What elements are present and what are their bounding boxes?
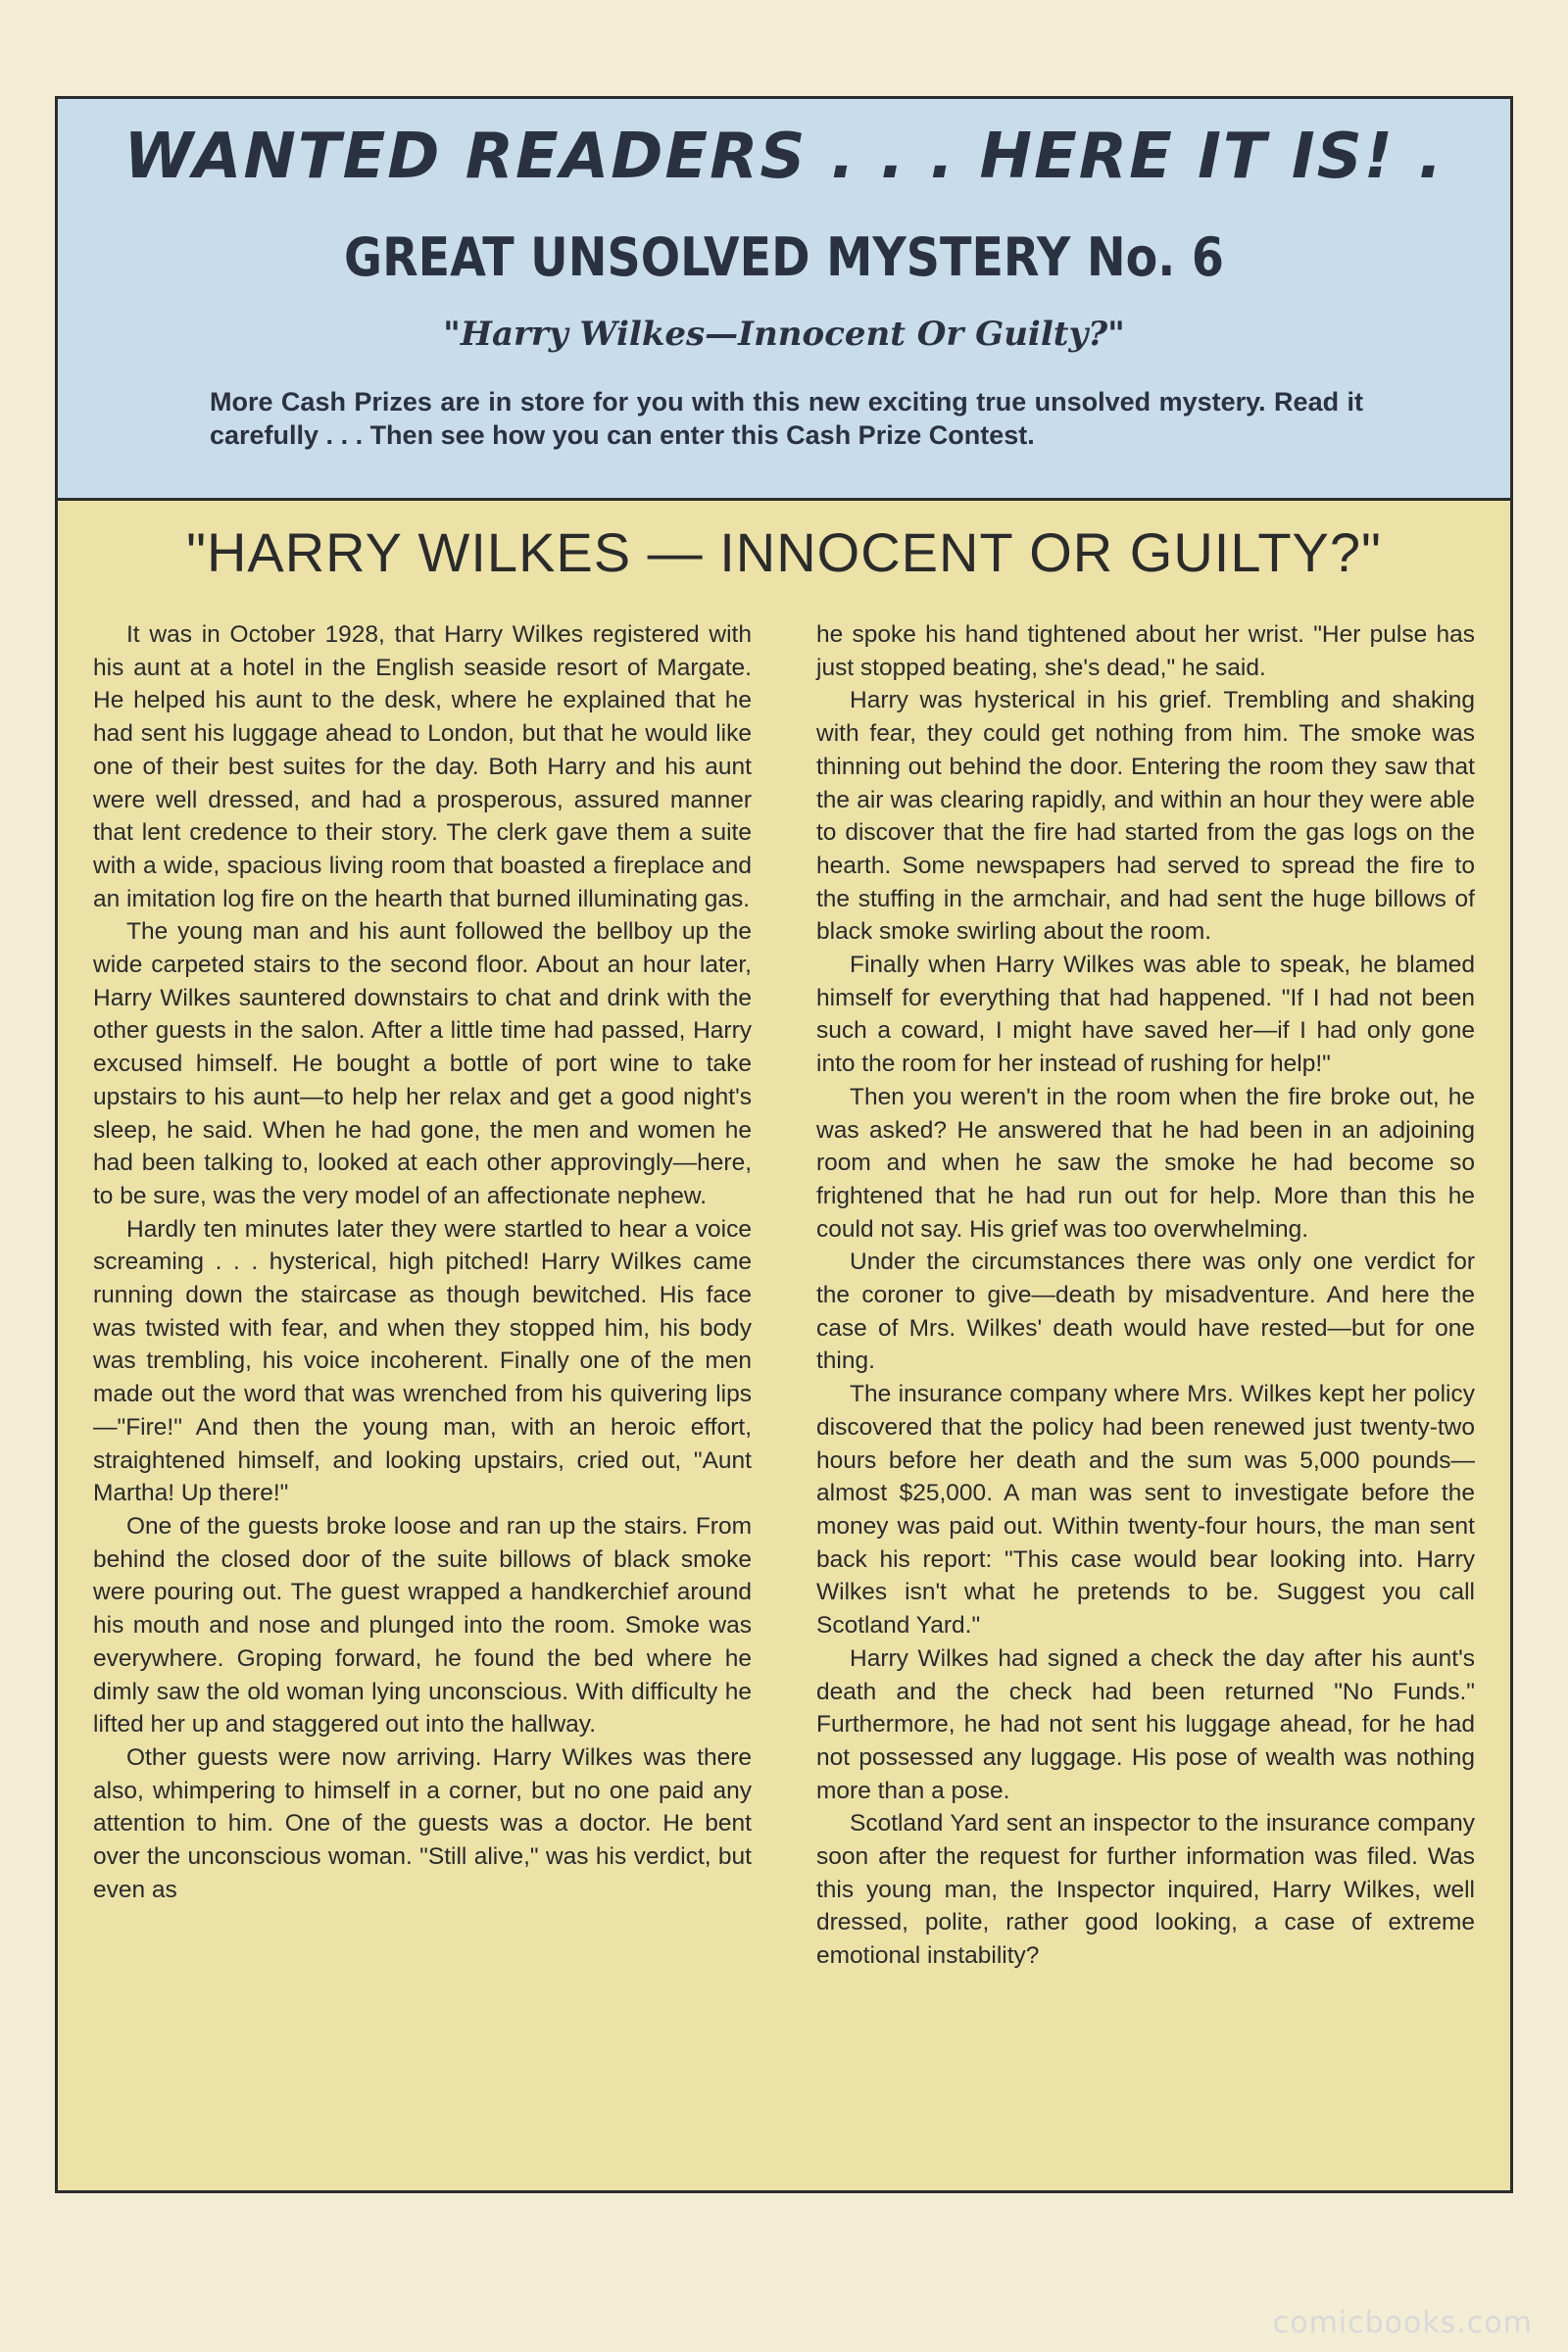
paragraph: It was in October 1928, that Harry Wilkes registered with his aunt at a hotel in the English seaside resort of Margate. He helped his aunt to the desk, where he explained that he had sent his luggage ahead to London, but that he would like one of their best suites for the day. Both Harry and his aunt were well dressed, and had a prosperous, assured manner that lent credence to their story. The clerk gave them a suite with a wide, spacious living room that boasted a fireplace and an imitation log fire on the hearth that burned illuminating gas.: [93, 621, 752, 912]
article-title: "HARRY WILKES — INNOCENT OR GUILTY?": [186, 521, 1382, 583]
contest-intro: More Cash Prizes are in store for you with this new exciting true unsolved mystery. Read it carefully . . . Then see how you can enter this Cash Prize Contest.: [210, 387, 1363, 450]
paragraph: Then you weren't in the room when the fire broke out, he was asked? He answered that he had been in an adjoining room and when he saw the smoke he had become so frightened that he had run out for help. More than this he could not say. His grief was too overwhelming.: [816, 1083, 1475, 1243]
left-column: [93, 618, 752, 2167]
paragraph: Harry was hysterical in his grief. Trembling and shaking with fear, they could get nothing from him. The smoke was thinning out behind the door. Entering the room they saw that the air was clearing rapidly, and within an hour they were able to discover that the fire had started from the gas logs on the hearth. Some newspapers had served to spread the fire to the stuffing in the armchair, and had sent the huge billows of black smoke swirling about the room.: [816, 687, 1475, 946]
paragraph: Harry Wilkes had signed a check the day after his aunt's death and the check had been returned "No Funds." Furthermore, he had not sent his luggage ahead, for he had not possessed any luggage. His pose of wealth was nothing more than a pose.: [816, 1644, 1475, 1804]
paragraph: Other guests were now arriving. Harry Wilkes was there also, whimpering to himself in a corner, but no one paid any attention to him. One of the guests was a doctor. He bent over the unconscious woman. "Still alive," was his verdict, but even as: [93, 1743, 752, 1903]
paragraph: Scotland Yard sent an inspector to the insurance company soon after the request for further information was filed. Was this young man, the Inspector inquired, Harry Wilkes, well dressed, polite, rather good looking, a case of extreme emotional instability?: [816, 1810, 1475, 1970]
header-box: [58, 99, 1510, 501]
paragraph: Hardly ten minutes later they were startled to hear a voice screaming . . . hysterical, high pitched! Harry Wilkes came running down the staircase as though bewitched. His face was twisted with fear, and when they stopped him, his body was trembling, his voice incoherent. Finally one of the men made out the word that was wrenched from his quivering lips—"Fire!" And then the young man, with an heroic effort, straightened himself, and looking upstairs, cried out, "Aunt Martha! Up there!": [93, 1215, 752, 1507]
mystery-subtitle: "Harry Wilkes—Innocent Or Guilty?": [443, 315, 1125, 354]
paragraph: One of the guests broke loose and ran up the stairs. From behind the closed door of the suite billows of black smoke were pouring out. The guest wrapped a handkerchief around his mouth and nose and plunged into the room. Smoke was everywhere. Groping forward, he found the bed where he dimly saw the old woman lying unconscious. With difficulty he lifted her up and staggered out into the hallway.: [93, 1512, 752, 1739]
mystery-title: GREAT UNSOLVED MYSTERY No. 6: [344, 226, 1224, 288]
paragraph: The insurance company where Mrs. Wilkes kept her policy discovered that the policy had been renewed just twenty-two hours before her death and the sum was 5,000 pounds—almost $25,000. A man was sent to investigate before the money was paid out. Within twenty-four hours, the man sent back his report: "This case would bear looking into. Harry Wilkes isn't what he pretends to be. Suggest you call Scotland Yard.": [816, 1381, 1475, 1640]
page-frame: [55, 96, 1513, 2193]
paragraph-continued: he spoke his hand tightened about her wrist. "Her pulse has just stopped beating, she's dead," he said.: [816, 621, 1475, 681]
article: [58, 501, 1510, 2190]
right-column: [816, 618, 1475, 2167]
paragraph: The young man and his aunt followed the bellboy up the wide carpeted stairs to the second floor. About an hour later, Harry Wilkes sauntered downstairs to chat and drink with the other guests in the salon. After a little time had passed, Harry excused himself. He bought a bottle of port wine to take upstairs to his aunt—to help her relax and get a good night's sleep, he said. When he had gone, the men and women he had been talking to, looked at each other approvingly—here, to be sure, was the very model of an affectionate nephew.: [93, 918, 752, 1209]
site-watermark: comicbooks.com: [1272, 2306, 1533, 2340]
paragraph: Under the circumstances there was only one verdict for the coroner to give—death by misadventure. And here the case of Mrs. Wilkes' death would have rested—but for one thing.: [816, 1249, 1475, 1375]
article-columns: [93, 618, 1475, 2167]
banner-headline: WANTED READERS . . . HERE IT IS! .: [123, 121, 1445, 193]
paragraph: Finally when Harry Wilkes was able to speak, he blamed himself for everything that had happened. "If I had not been such a coward, I might have saved her—if I had only gone into the room for her instead of rushing for help!": [816, 952, 1475, 1078]
